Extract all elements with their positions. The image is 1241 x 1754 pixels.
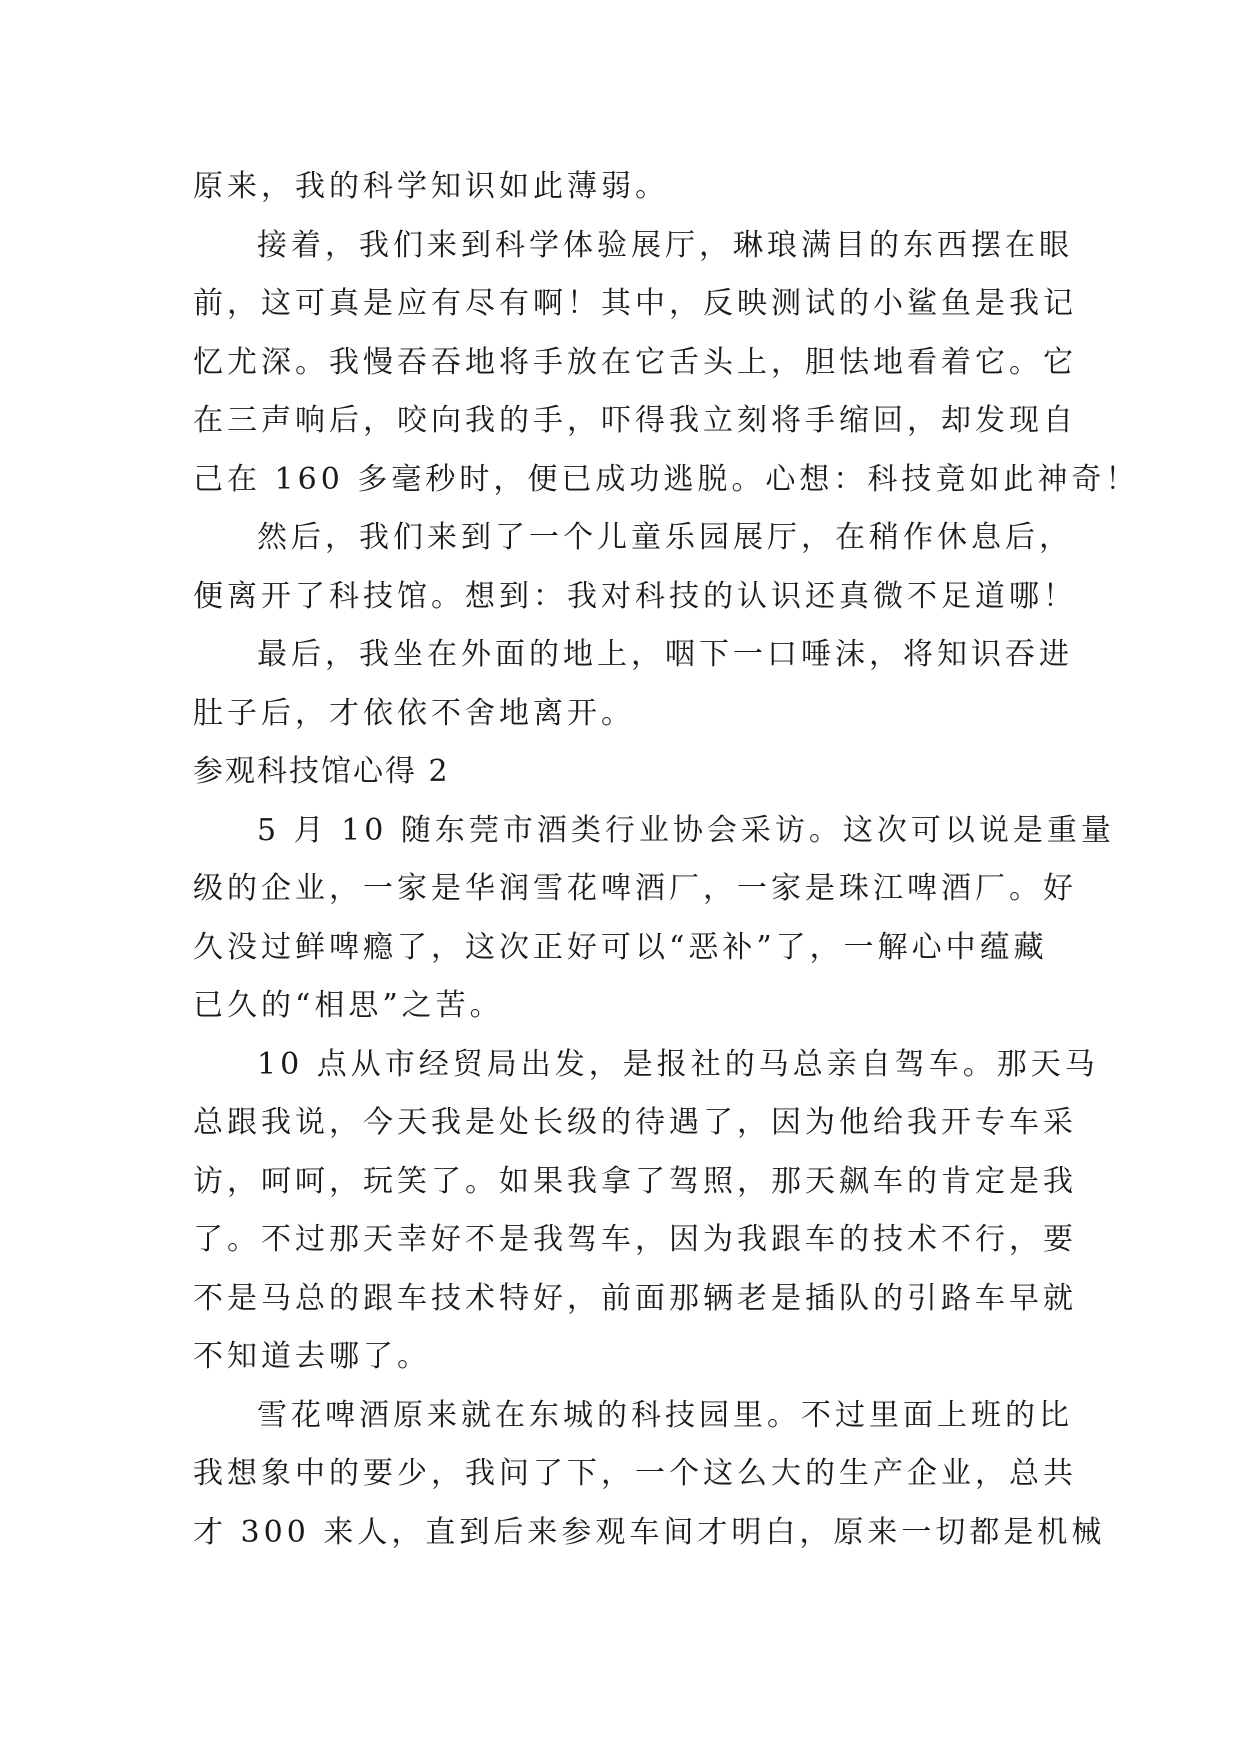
paragraph-start-line: 5 月 10 随东莞市酒类行业协会采访。这次可以说是重量 <box>257 812 1115 848</box>
text-line: 才 300 来人，直到后来参观车间才明白，原来一切都是机械 <box>193 1514 1106 1550</box>
paragraph-start-line: 10 点从市经贸局出发，是报社的马总亲自驾车。那天马 <box>257 1046 1099 1082</box>
text-line: 原来，我的科学知识如此薄弱。 <box>193 169 669 204</box>
paragraph-start-line: 最后，我坐在外面的地上，咽下一口唾沫，将知识吞进 <box>257 637 1073 672</box>
text-line: 了。不过那天幸好不是我驾车，因为我跟车的技术不行，要 <box>193 1222 1077 1257</box>
paragraph-start-line: 雪花啤酒原来就在东城的科技园里。不过里面上班的比 <box>257 1397 1073 1433</box>
text-line: 不是马总的跟车技术特好，前面那辆老是插队的引路车早就 <box>193 1280 1077 1316</box>
text-line: 级的企业，一家是华润雪花啤酒厂，一家是珠江啤酒厂。好 <box>193 871 1077 906</box>
paragraph-start-line: 然后，我们来到了一个儿童乐园展厅，在稍作休息后， <box>257 520 1073 555</box>
text-line: 在三声响后，咬向我的手，吓得我立刻将手缩回，却发现自 <box>193 403 1077 438</box>
text-line: 久没过鲜啤瘾了，这次正好可以“恶补”了，一解心中蕴藏 <box>193 929 1048 965</box>
text-line: 不知道去哪了。 <box>193 1339 431 1374</box>
text-line: 已久的“相思”之苦。 <box>193 988 504 1023</box>
text-line: 总跟我说，今天我是处长级的待遇了，因为他给我开专车采 <box>193 1105 1077 1140</box>
text-line: 前，这可真是应有尽有啊！其中，反映测试的小鲨鱼是我记 <box>193 286 1077 321</box>
text-line: 己在 160 多毫秒时，便已成功逃脱。心想：科技竟如此神奇！ <box>193 461 1140 497</box>
paragraph-start-line: 接着，我们来到科学体验展厅，琳琅满目的东西摆在眼 <box>257 227 1073 263</box>
text-line: 忆尤深。我慢吞吞地将手放在它舌头上，胆怯地看着它。它 <box>193 344 1077 380</box>
text-line: 便离开了科技馆。想到：我对科技的认识还真微不足道哪！ <box>193 578 1077 614</box>
text-line: 访，呵呵，玩笑了。如果我拿了驾照，那天飙车的肯定是我 <box>193 1163 1077 1199</box>
document-body <box>193 158 1140 1562</box>
section-heading: 参观科技馆心得 2 <box>193 754 450 789</box>
text-line: 肚子后，才依依不舍地离开。 <box>193 695 635 731</box>
text-line: 我想象中的要少，我问了下，一个这么大的生产企业，总共 <box>193 1456 1077 1491</box>
